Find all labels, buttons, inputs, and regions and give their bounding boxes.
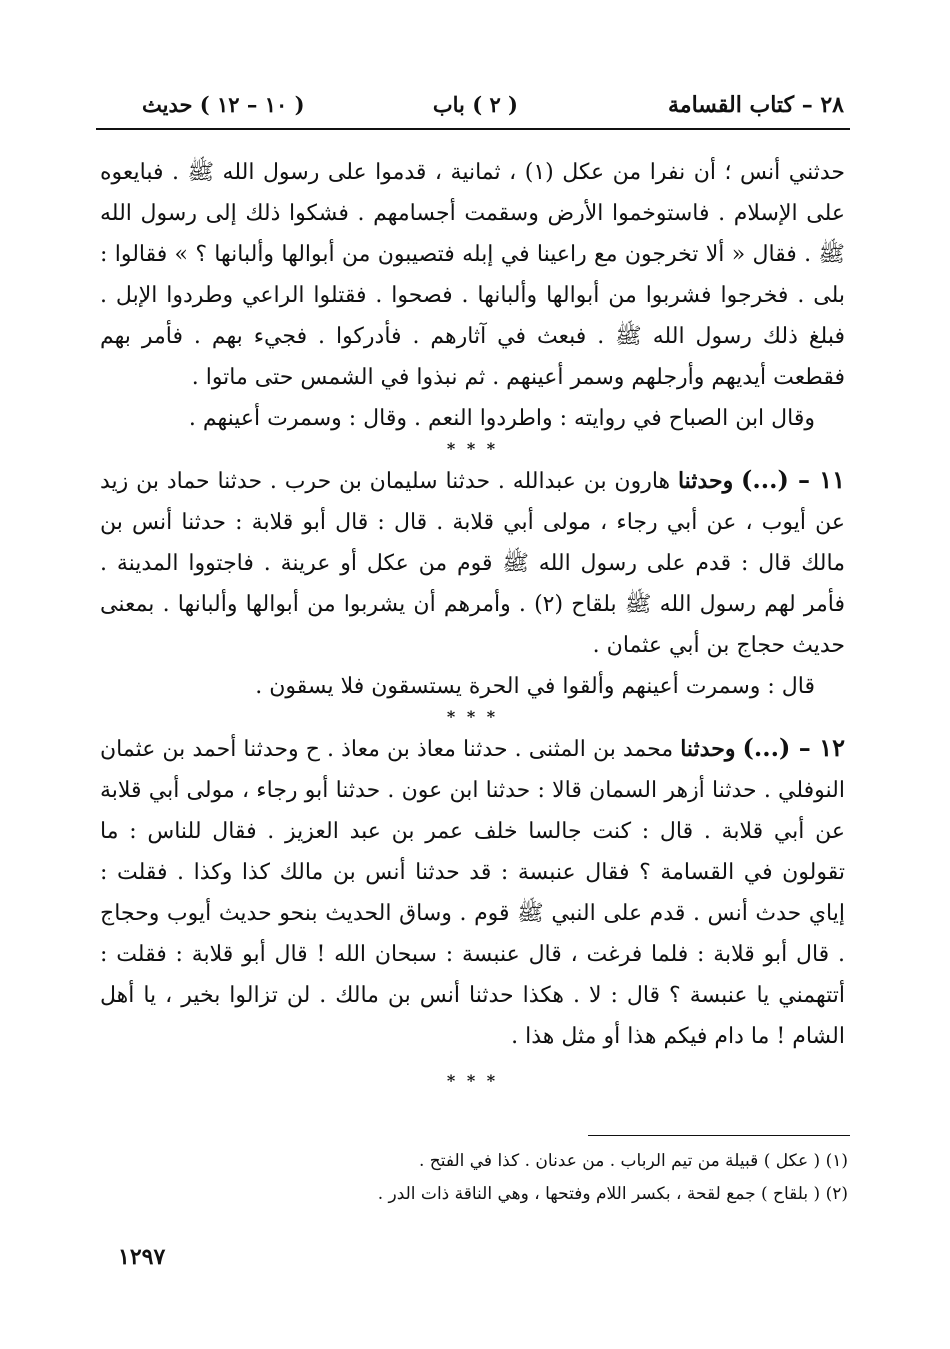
hadith-11-text: هارون بن عبدالله . حدثنا سليمان بن حرب . حدثنا حماد بن زيد عن أيوب ، عن أبي رجاء ، مولى أبي قلابة . قال : قال أبو قلابة : حدثنا أنس بن مالك قال : قدم على رسول الله ﷺ قوم من عكل أو عرينة . فاجتووا المدينة . فأمر لهم رسول الله ﷺ بلقاح (٢) . وأمرهم أن يشربوا من أبوالها وألبانها . بمعنى حديث حجاج بن أبي عثمان .	[100, 469, 845, 658]
running-header	[96, 88, 848, 128]
hadith-12-text: محمد بن المثنى . حدثنا معاذ بن معاذ . ح وحدثنا أحمد بن عثمان النوفلي . حدثنا أزهر السمان قالا : حدثنا ابن عون . حدثنا أبو رجاء ، مولى أبي قلابة عن أبي قلابة . قال : كنت جالسا خلف عمر بن عبد العزيز . فقال للناس : ما تقولون في القسامة ؟ فقال عنبسة : قد حدثنا أنس بن مالك كذا وكذا . فقلت : إياي حدث أنس . قدم على النبي ﷺ قوم . وساق الحديث بنحو حديث أيوب وحجاج . قال أبو قلابة : فلما فرغت ، قال عنبسة : سبحان الله ! قال أبو قلابة : فقلت : أتتهمني يا عنبسة ؟ قال : لا . هكذا حدثنا أنس بن مالك . لن تزالوا بخير ، يا أهل الشام ! ما دام فيكم هذا أو مثل هذا .	[100, 737, 845, 1049]
section-title: ( ٢ ) باب	[432, 92, 518, 117]
footnote-divider	[588, 1135, 850, 1136]
hadith-11	[100, 459, 845, 666]
header-divider	[96, 128, 850, 130]
ibn-sabbah-variant: وقال ابن الصباح في روايته : واطردوا النعم . وقال : وسمرت أعينهم .	[188, 406, 815, 431]
section-separator: * * *	[446, 707, 499, 726]
section-separator: * * *	[446, 1071, 499, 1090]
hadith-11-narration-marker: وحدثنا	[677, 468, 734, 494]
hadith-10-continuation: حدثني أنس ؛ أن نفرا من عكل (١) ، ثمانية ، قدموا على رسول الله ﷺ . فبايعوه على الإسلام . فاستوخموا الأرض وسقمت أجسامهم . فشكوا ذلك إلى رسول الله ﷺ . فقال « ألا تخرجون مع راعينا في إبله فتصيبون من أبوالها وألبانها ؟ » فقالوا : بلى . فخرجوا فشربوا من أبوالها وألبانها . فصحوا . فقتلوا الراعي وطردوا الإبل . فبلغ ذلك رسول الله ﷺ . فبعث في آثارهم . فأدركوا . فجيء بهم . فأمر بهم فقطعت أيديهم وأرجلهم وسمر أعينهم . ثم نبذوا في الشمس حتى ماتوا .	[100, 160, 845, 390]
footnote-1: (١) ( عكل ) قبيلة من تيم الرباب . من عدنان . كذا في الفتح .	[418, 1151, 848, 1171]
hadith-11-number: ١١ – (...)	[741, 465, 845, 494]
footnotes	[108, 1145, 848, 1211]
footnote-2: (٢) ( بلقاح ) جمع لقحة ، بكسر اللام وفتحها ، وهي الناقة ذات الدر .	[377, 1184, 848, 1204]
chapter-title: ٢٨ – كتاب القسامة	[668, 92, 844, 118]
hadith-12-narration-marker: وحدثنا	[680, 736, 736, 762]
page-number: ١٢٩٧	[118, 1244, 166, 1270]
hadith-12-number: ١٢ – (...)	[742, 733, 845, 762]
hadith-11-addendum: قال : وسمرت أعينهم وألقوا في الحرة يستسقون فلا يسقون .	[255, 674, 815, 699]
section-separator: * * *	[446, 439, 499, 458]
hadith-12	[100, 727, 845, 1057]
hadith-range: ( ١٠ – ١٢ ) حديث	[142, 92, 305, 117]
main-text	[100, 152, 845, 1091]
